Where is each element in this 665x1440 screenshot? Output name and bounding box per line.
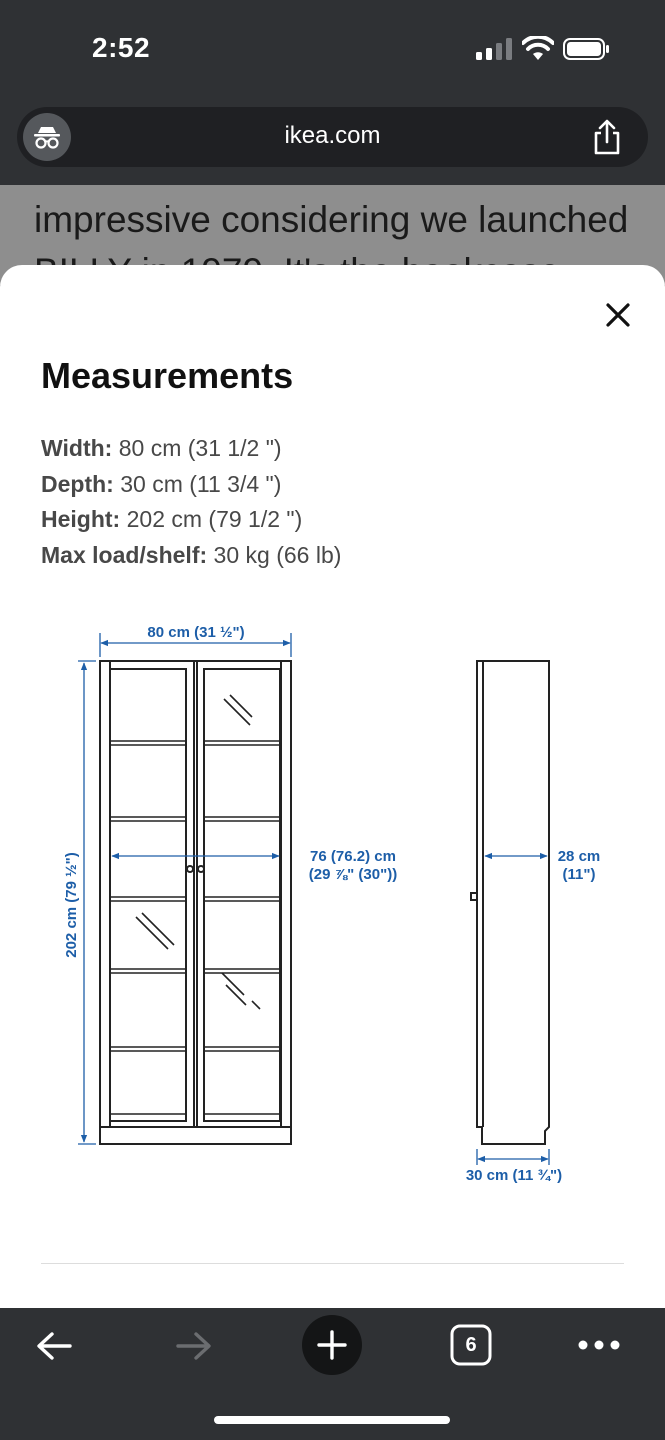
height-dimension-label: 202 cm (79 ½"): [63, 852, 80, 958]
spec-label: Depth:: [41, 470, 114, 497]
spec-max-load: [41, 538, 341, 574]
home-indicator[interactable]: [214, 1416, 450, 1424]
depth-dimension-label: 30 cm (11 ¾"): [465, 1167, 563, 1184]
spec-value: 80 cm (31 1/2 "): [112, 435, 282, 461]
inner-depth-label: 28 cm: [557, 848, 601, 865]
close-icon[interactable]: [598, 295, 638, 335]
battery-icon: [563, 38, 609, 60]
spec-height: [41, 502, 341, 538]
dimension-diagram: [0, 617, 665, 1217]
more-button[interactable]: [576, 1332, 622, 1358]
back-button[interactable]: [30, 1326, 78, 1366]
more-icon: [576, 1339, 622, 1351]
measurements-sheet: [0, 265, 665, 1308]
spec-value: 30 kg (66 lb): [207, 541, 342, 568]
width-dimension-label: 80 cm (31 ½"): [147, 624, 245, 641]
arrow-right-icon: [174, 1330, 214, 1362]
inner-depth-label: (11"): [562, 866, 596, 883]
front-view-drawing: [100, 661, 291, 1144]
tab-count: 6: [465, 1334, 477, 1356]
spec-width: [41, 431, 341, 467]
arrow-left-icon: [34, 1330, 74, 1362]
status-time: 2:52: [92, 32, 151, 63]
url-text[interactable]: ikea.com: [284, 122, 381, 149]
spec-label: Height:: [41, 506, 121, 533]
spec-value: 30 cm (11 3/4 "): [113, 470, 282, 497]
inner-width-label: (29 ⅞" (30")): [308, 866, 398, 883]
spec-label: Max load/shelf:: [41, 541, 208, 568]
wifi-icon: [522, 36, 554, 62]
spec-depth: [41, 467, 341, 503]
share-icon[interactable]: [590, 119, 624, 155]
forward-button[interactable]: [170, 1326, 218, 1366]
sheet-title: Measurements: [41, 355, 294, 396]
spec-value: 202 cm (79 1/2 "): [120, 506, 303, 533]
browser-toolbar: [0, 1308, 665, 1440]
spec-label: Width:: [41, 435, 113, 461]
side-view-drawing: [471, 661, 549, 1144]
cellular-signal-icon: [476, 38, 512, 60]
divider: [41, 1263, 624, 1264]
status-bar: [0, 0, 665, 100]
spec-list: [41, 431, 341, 573]
background-text-line: impressive considering we launched: [34, 199, 629, 240]
inner-width-label: 76 (76.2) cm: [310, 848, 396, 865]
tabs-button[interactable]: [450, 1324, 492, 1366]
new-tab-button[interactable]: [302, 1315, 362, 1375]
address-bar[interactable]: [17, 107, 648, 167]
plus-icon: [317, 1330, 347, 1360]
